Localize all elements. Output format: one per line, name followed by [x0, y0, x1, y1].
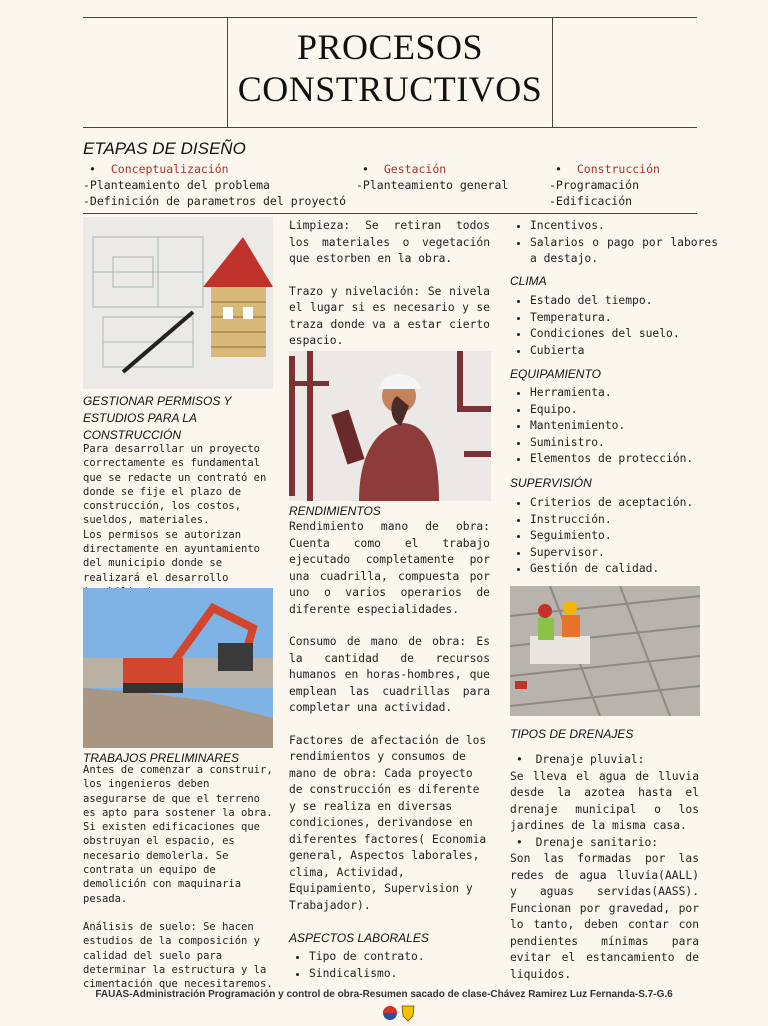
etapa-gestacion: • Gestación — [362, 162, 447, 176]
permisos-heading: GESTIONAR PERMISOS Y ESTUDIOS PARA LA CONSTRUCCIÓN — [83, 394, 232, 442]
list-item: • Temperatura. — [530, 310, 718, 327]
blueprint-house-image — [83, 217, 273, 389]
etapa-conceptualizacion: • Conceptualización — [89, 162, 229, 176]
page-title — [228, 26, 552, 110]
list-item: • Seguimiento. — [530, 528, 718, 545]
etapas-rule — [83, 213, 697, 214]
list-item: • Sindicalismo. — [309, 966, 509, 983]
clima-heading: CLIMA — [510, 274, 547, 288]
permisos-paragraph-1: Para desarrollar un proyecto correctamente es fundamental que se redacte un contrató en donde se fije el plazo de construcción, los costos, sueldos, materiales. — [83, 443, 267, 527]
list-item: • Herramienta. — [530, 385, 718, 402]
drenaje-sanitario-item: • Drenaje sanitario: — [516, 835, 659, 849]
footer-credit: FAUAS-Administración Programación y control de obra-Resumen sacado de clase-Chávez Ramirez Luz Fernanda-S.7-G.6 — [95, 989, 673, 1000]
list-item: • Gestión de calidad. — [530, 561, 718, 578]
middle-top-text — [289, 218, 490, 350]
permisos-paragraph-2: Los permisos se autorizan directamente en ayuntamiento del municipio donde se realizará el desarrollo — [83, 528, 261, 584]
rendimiento-paragraph-1: Rendimiento mano de obra: Cuenta como el trabajo ejecutado completamente por una cuadrilla, compuesta por uno o varios operarios de diferente especialidades. — [289, 520, 490, 616]
worker-clipboard-image — [289, 351, 491, 501]
trazo-paragraph: Trazo y nivelación: Se nivela el lugar si es necesario y se traza donde va a estar cierto espacio. — [289, 284, 490, 347]
trabajos-paragraph-2: Análisis de suelo: Se hacen estudios de la composición y calidad del suelo para determinar la estructura y la cimentación que necesitaremos. — [83, 920, 273, 991]
permisos-text — [83, 442, 273, 599]
title-right-rule — [552, 17, 553, 127]
etapas-col-2 — [356, 161, 508, 193]
rendimientos-heading: RENDIMIENTOS — [289, 504, 381, 518]
excavator-demolition-image — [83, 588, 273, 748]
list-item: • Estado del tiempo. — [530, 293, 718, 310]
etapas-col-1 — [83, 161, 346, 209]
list-item: • Mantenimiento. — [530, 418, 718, 435]
rendimiento-paragraph-3: Factores de afectación de los rendimientos y consumos de mano de obra: Cada proyecto de construcción es diferente y se realiza en diversas condiciones, derivandose en diferentes factores( Economia general, Aspectos laborales, clima, Actividad, Equipamiento, Supervision y Trabajador). — [289, 733, 487, 912]
aspectos-list — [289, 949, 509, 982]
title-line-2: CONSTRUCTIVOS — [237, 69, 543, 109]
rendimientos-text — [289, 519, 490, 914]
title-bottom-rule — [83, 127, 697, 128]
trabajos-paragraph-1: Antes de comenzar a construir, los ingenieros deben asegurarse de que el terreno es apto para sostener la obra. Si existen edificaciones que obstruyan el espacio, es necesario demolerla. Se contrata un equipo de demolición con maquinaria pesada. — [83, 764, 273, 905]
equipamiento-list — [510, 385, 718, 468]
etapa-3-line-2: -Edificación — [549, 194, 633, 208]
drenajes-text — [510, 752, 699, 983]
list-item: • Incentivos. — [530, 218, 718, 235]
supervision-heading: SUPERVISIÓN — [510, 476, 592, 490]
equipamiento-heading: EQUIPAMIENTO — [510, 367, 601, 381]
aspectos-heading: ASPECTOS LABORALES — [289, 931, 429, 945]
right-top-list — [510, 218, 718, 268]
clima-list — [510, 293, 718, 359]
list-item: • Criterios de aceptación. — [530, 495, 718, 512]
drenaje-pluvial-text: Se lleva el agua de lluvia desde la azotea hasta el drenaje municipal o los jardines de la misma casa. — [510, 769, 699, 832]
drenaje-pluvial-item: • Drenaje pluvial: — [516, 753, 645, 766]
rendimiento-paragraph-2: Consumo de mano de obra: Es la cantidad de recursos humanos en horas-hombres, que emplean las cuadrillas para completar una actividad. — [289, 635, 490, 714]
list-item: • Tipo de contrato. — [309, 949, 509, 966]
supervision-list — [510, 495, 718, 578]
limpieza-paragraph: Limpieza: Se retiran todos los materiales o vegetación que estorben en la obra. — [289, 219, 490, 265]
list-item: • Salarios o pago por labores a destajo. — [530, 235, 718, 268]
list-item: • Cubierta — [530, 343, 718, 360]
list-item: • Suministro. — [530, 435, 718, 452]
workers-site-image — [510, 586, 700, 716]
etapa-2-line-1: -Planteamiento general — [356, 178, 509, 192]
trabajos-heading: TRABAJOS PRELIMINARES — [83, 751, 240, 765]
title-top-rule — [83, 17, 697, 18]
etapas-col-3 — [549, 161, 660, 209]
drenaje-sanitario-text: Son las formadas por las redes de agua lluvia(AALL) y aguas servidas(AASS). Funcionan por gravedad, por lo tanto, deben contar con pendientes mínimas para evitar el estancamiento de liquidos. — [510, 852, 699, 981]
drenajes-heading: TIPOS DE DRENAJES — [510, 727, 634, 741]
institution-logo-icon — [382, 1004, 416, 1022]
list-item: • Elementos de protección. — [530, 451, 718, 468]
list-item: • Instrucción. — [530, 512, 718, 529]
etapas-heading: ETAPAS DE DISEÑO — [83, 139, 246, 158]
etapa-1-line-2: -Definición de parametros del proyectó — [83, 194, 347, 208]
trabajos-text — [83, 763, 273, 991]
list-item: • Condiciones del suelo. — [530, 326, 718, 343]
etapa-construccion: • Construcción — [555, 162, 660, 176]
etapa-1-line-1: -Planteamiento del problema — [83, 178, 270, 192]
etapa-3-line-1: -Programación — [549, 178, 640, 192]
list-item: • Equipo. — [530, 402, 718, 419]
list-item: • Supervisor. — [530, 545, 718, 562]
title-line-1: PROCESOS — [296, 27, 484, 67]
